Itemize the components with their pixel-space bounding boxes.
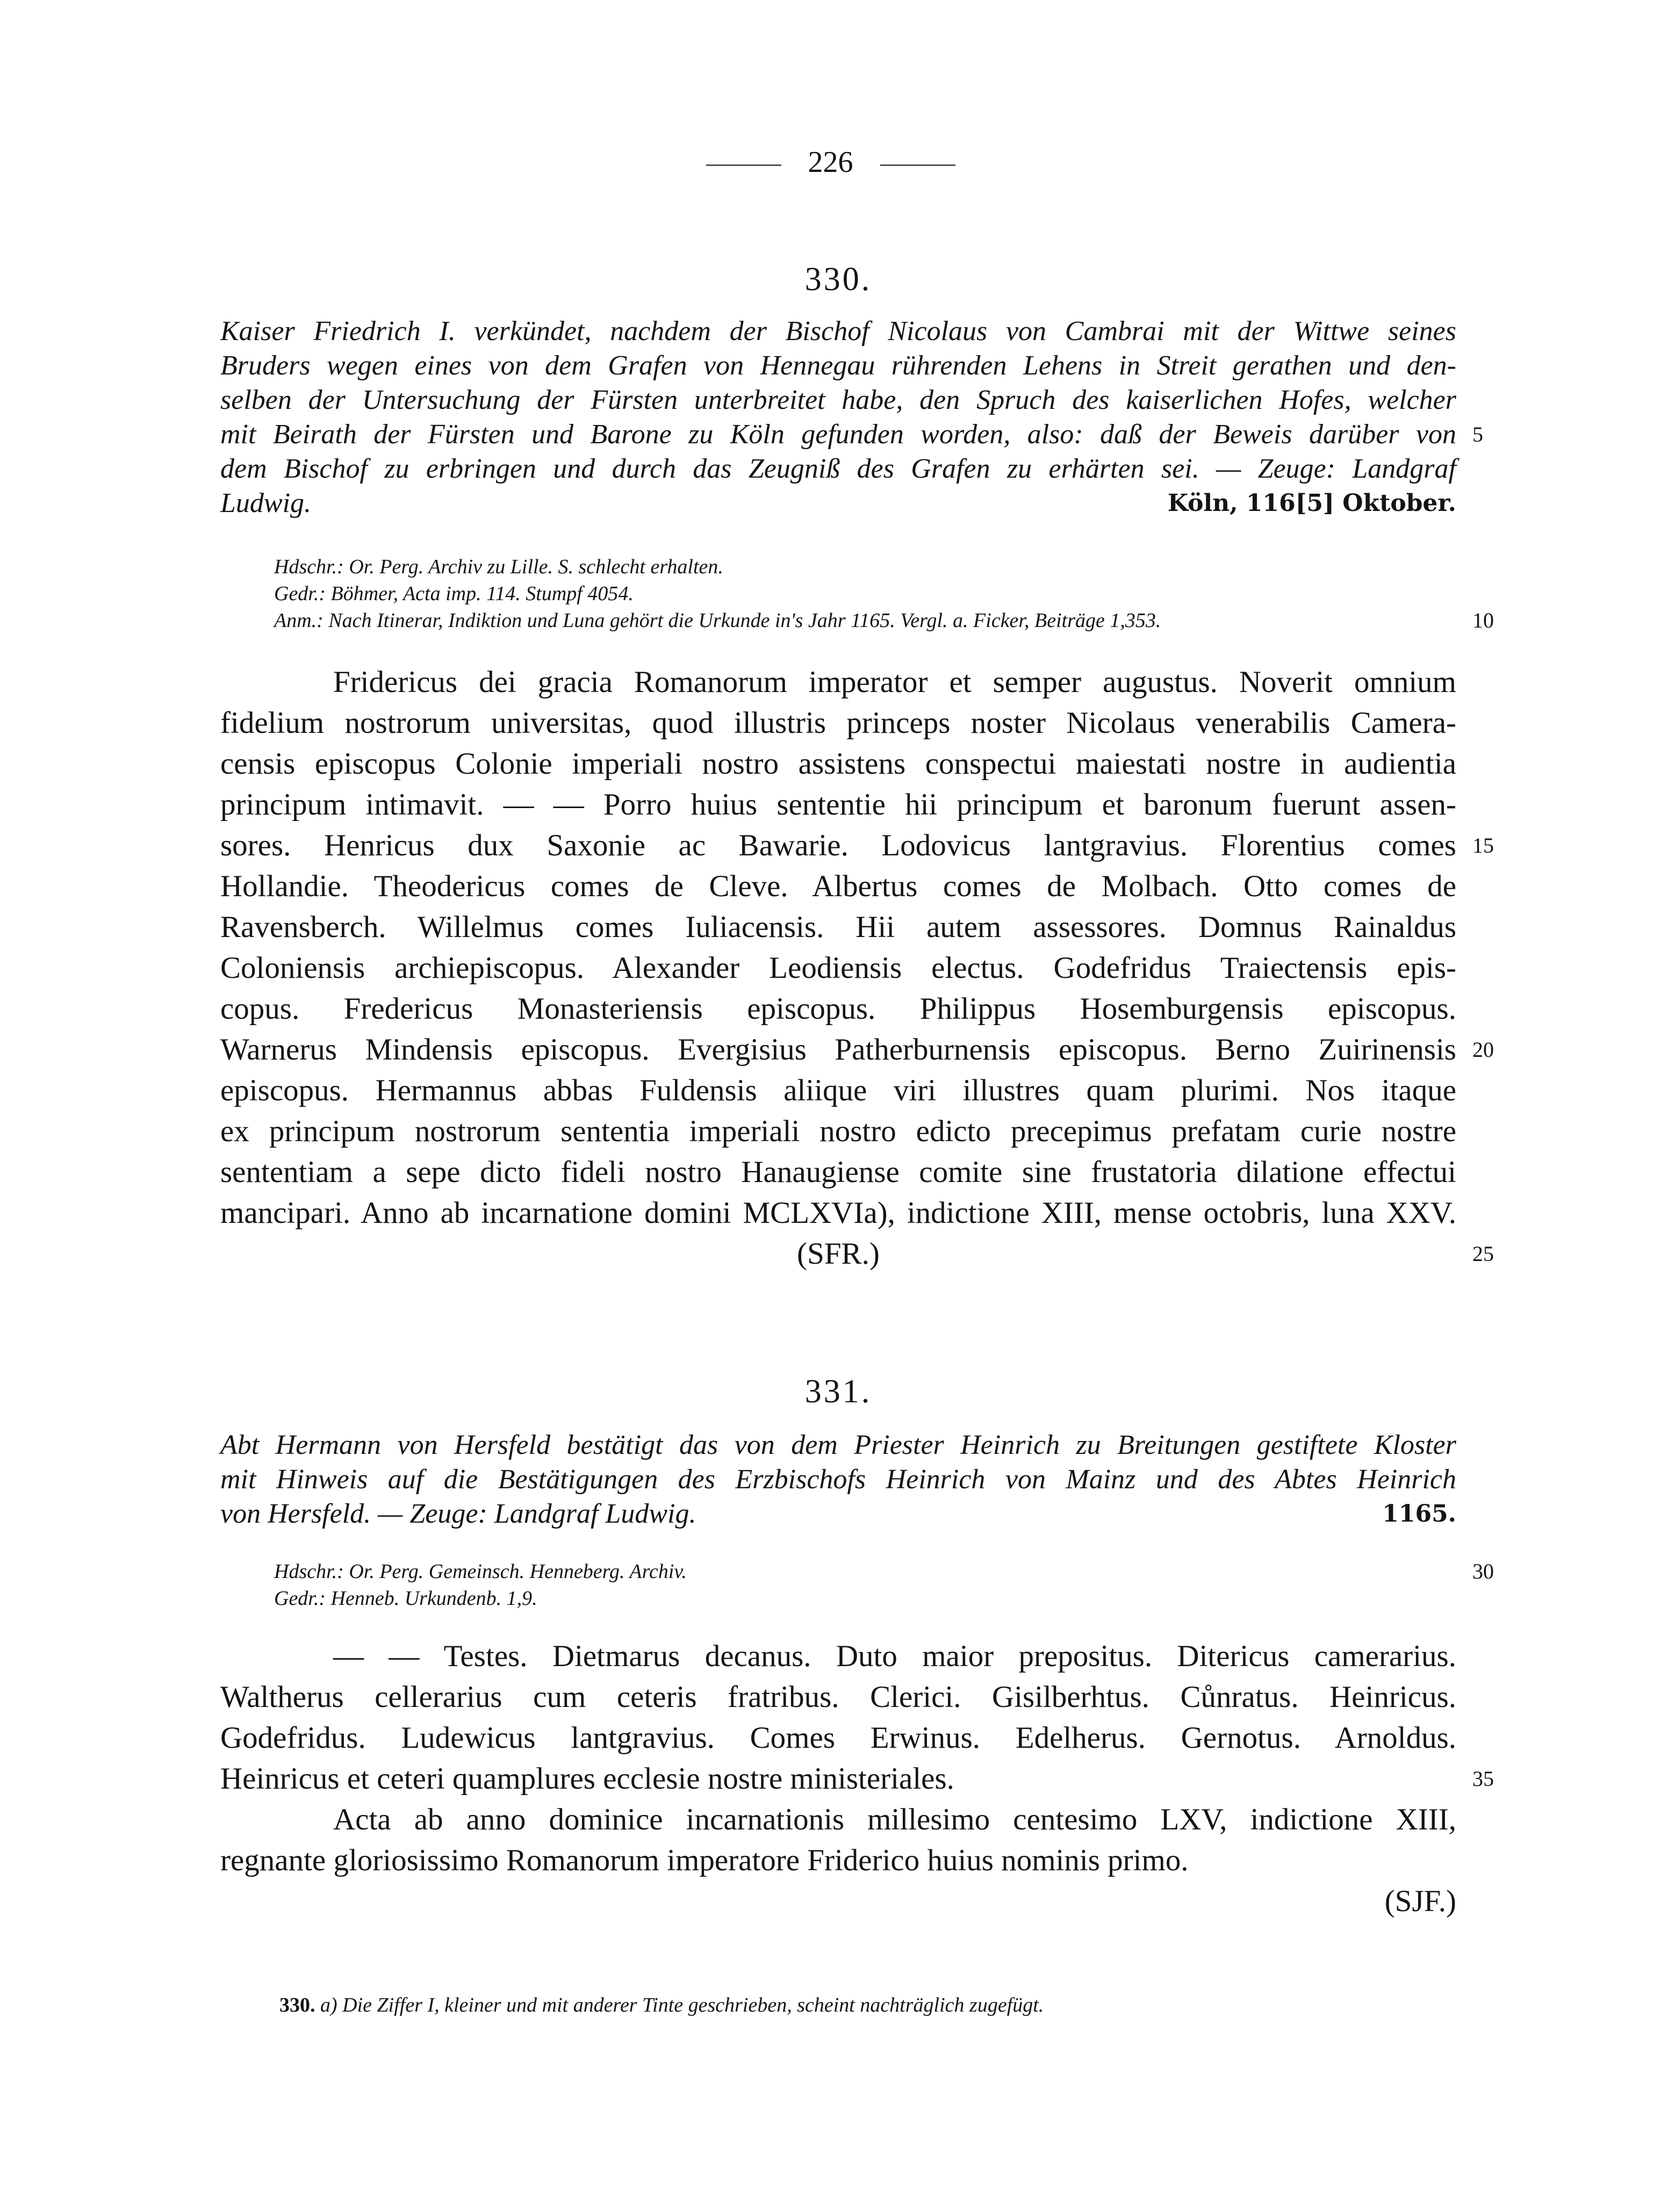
text-line: regnante gloriosissimo Romanorum imperatore Friderico huius nominis primo.	[220, 1843, 1189, 1877]
note-line	[220, 607, 1494, 634]
text-line: — — Testes. Dietmarus decanus. Duto maior prepositus. Ditericus camerarius.	[333, 1639, 1456, 1673]
text-line-content: Warnerus Mindensis episcopus. Evergisius Patherburnensis episcopus. Berno Zuirinensis	[220, 1033, 1456, 1067]
regest-line: Bruders wegen eines von dem Grafen von Hennegau rührenden Lehens in Streit gerathen und den-	[220, 350, 1456, 381]
text-line: sententiam a sepe dicto fideli nostro Hanaugiense comite sine frustatoria dilatione effectui	[220, 1155, 1456, 1189]
regest-line: Abt Hermann von Hersfeld bestätigt das von dem Priester Heinrich zu Breitungen gestiftete Kloster	[220, 1430, 1456, 1460]
text-line: censis episcopus Colonie imperiali nostro assistens conspectui maiestati nostre in audientia	[220, 747, 1456, 781]
doc-330-text	[220, 662, 1494, 1274]
doc-331-notes	[220, 1558, 1494, 1612]
text-line	[220, 1029, 1494, 1070]
line-number: 25	[1472, 1242, 1494, 1266]
regest-line	[220, 486, 1456, 521]
footnote-ref: 330.	[279, 1994, 315, 2016]
regest-line: dem Bischof zu erbringen und durch das Zeugniß des Grafen zu erhärten sei. — Zeuge: Landgraf	[220, 453, 1456, 484]
text-line: mancipari. Anno ab incarnatione domini MCLXVIa), indictione XIII, mense octobris, luna XXV.	[220, 1196, 1456, 1230]
text-line	[220, 1759, 1494, 1799]
text-line-content: sores. Henricus dux Saxonie ac Bawarie. Lodovicus lantgravius. Florentius comes	[220, 828, 1456, 862]
line-number: 5	[1472, 422, 1483, 446]
text-line: Waltherus cellerarius cum ceteris fratribus. Clerici. Gisilberhtus. Cůnratus. Heinricus.	[220, 1680, 1456, 1714]
regest-line-text: Ludwig.	[220, 488, 312, 518]
footnote	[279, 1993, 1044, 2017]
text-line: Coloniensis archiepiscopus. Alexander Leodiensis electus. Godefridus Traiectensis epis-	[220, 951, 1456, 985]
note-line-text: Anm.: Nach Itinerar, Indiktion und Luna gehört die Urkunde in's Jahr 1165. Vergl. a. Ficker, Beiträge 1,353.	[274, 609, 1161, 632]
doc-331-number: 331.	[804, 1373, 872, 1410]
doc-330-number: 330.	[804, 261, 872, 298]
note-line: Hdschr.: Or. Perg. Archiv zu Lille. S. schlecht erhalten.	[274, 556, 723, 578]
note-line: Gedr.: Henneb. Urkundenb. 1,9.	[274, 1587, 537, 1610]
line-number: 20	[1472, 1037, 1494, 1062]
doc-331-date: 1165.	[1382, 1500, 1456, 1527]
doc-331-text	[220, 1636, 1494, 1922]
doc-330-notes	[220, 553, 1494, 634]
page-number: 226	[808, 146, 853, 179]
signum-line	[220, 1234, 1494, 1274]
line-number: 15	[1472, 833, 1494, 858]
text-line: Hollandie. Theodericus comes de Cleve. Albertus comes de Molbach. Otto comes de	[220, 869, 1456, 903]
regest-line: mit Hinweis auf die Bestätigungen des Erzbischofs Heinrich von Mainz und des Abtes Heinrich	[220, 1464, 1456, 1495]
note-line: Gedr.: Böhmer, Acta imp. 114. Stumpf 4054.	[274, 582, 634, 605]
regest-line: selben der Untersuchung der Fürsten unterbreitet habe, den Spruch des kaiserlichen Hofes, welcher	[220, 385, 1456, 415]
note-line-text: Hdschr.: Or. Perg. Gemeinsch. Henneberg. Archiv.	[274, 1560, 687, 1583]
doc-331-signum: (SJF.)	[1384, 1884, 1456, 1918]
regest-line: Kaiser Friedrich I. verkündet, nachdem der Bischof Nicolaus von Cambrai mit der Wittwe seines	[220, 316, 1456, 347]
footnote-text: a) Die Ziffer I, kleiner und mit anderer Tinte geschrieben, scheint nachträglich zugefügt.	[320, 1994, 1044, 2016]
regest-line-text: mit Beirath der Fürsten und Barone zu Köln gefunden worden, also: daß der Beweis darüber von	[220, 419, 1456, 450]
regest-line-text: von Hersfeld. — Zeuge: Landgraf Ludwig.	[220, 1498, 696, 1529]
line-number: 30	[1472, 1559, 1494, 1583]
text-line: copus. Fredericus Monasteriensis episcopus. Philippus Hosemburgensis episcopus.	[220, 992, 1456, 1026]
text-line	[220, 825, 1494, 866]
text-line-content: Heinricus et ceteri quamplures ecclesie nostre ministeriales.	[220, 1762, 954, 1796]
doc-330-regest	[220, 314, 1483, 521]
text-line: Fridericus dei gracia Romanorum imperator et semper augustus. Noverit omnium	[333, 665, 1456, 699]
text-line: Godefridus. Ludewicus lantgravius. Comes Erwinus. Edelherus. Gernotus. Arnoldus.	[220, 1721, 1456, 1755]
header-rule-left	[706, 164, 781, 166]
doc-331-regest	[220, 1428, 1456, 1531]
regest-line	[220, 417, 1483, 452]
regest-line	[220, 1497, 1456, 1531]
page-header	[0, 145, 1661, 179]
note-line	[220, 1558, 1494, 1585]
header-rule-right	[880, 164, 955, 166]
doc-330-date: Köln, 116[5] Oktober.	[1167, 489, 1456, 517]
text-line: principum intimavit. — — Porro huius sententie hii principum et baronum fuerunt assen-	[220, 788, 1456, 822]
text-line: fidelium nostrorum universitas, quod illustris princeps noster Nicolaus venerabilis Camera-	[220, 706, 1456, 740]
text-line: Ravensberch. Willelmus comes Iuliacensis. Hii autem assessores. Domnus Rainaldus	[220, 910, 1456, 944]
line-number: 35	[1472, 1767, 1494, 1791]
text-line: ex principum nostrorum sententia imperiali nostro edicto precepimus prefatam curie nostre	[220, 1114, 1456, 1148]
text-line: episcopus. Hermannus abbas Fuldensis aliique viri illustres quam plurimi. Nos itaque	[220, 1073, 1456, 1107]
text-line: Acta ab anno dominice incarnationis millesimo centesimo LXV, indictione XIII,	[333, 1803, 1456, 1836]
doc-330-signum: (SFR.)	[797, 1237, 880, 1271]
line-number: 10	[1472, 608, 1494, 632]
signum-line	[220, 1881, 1456, 1922]
